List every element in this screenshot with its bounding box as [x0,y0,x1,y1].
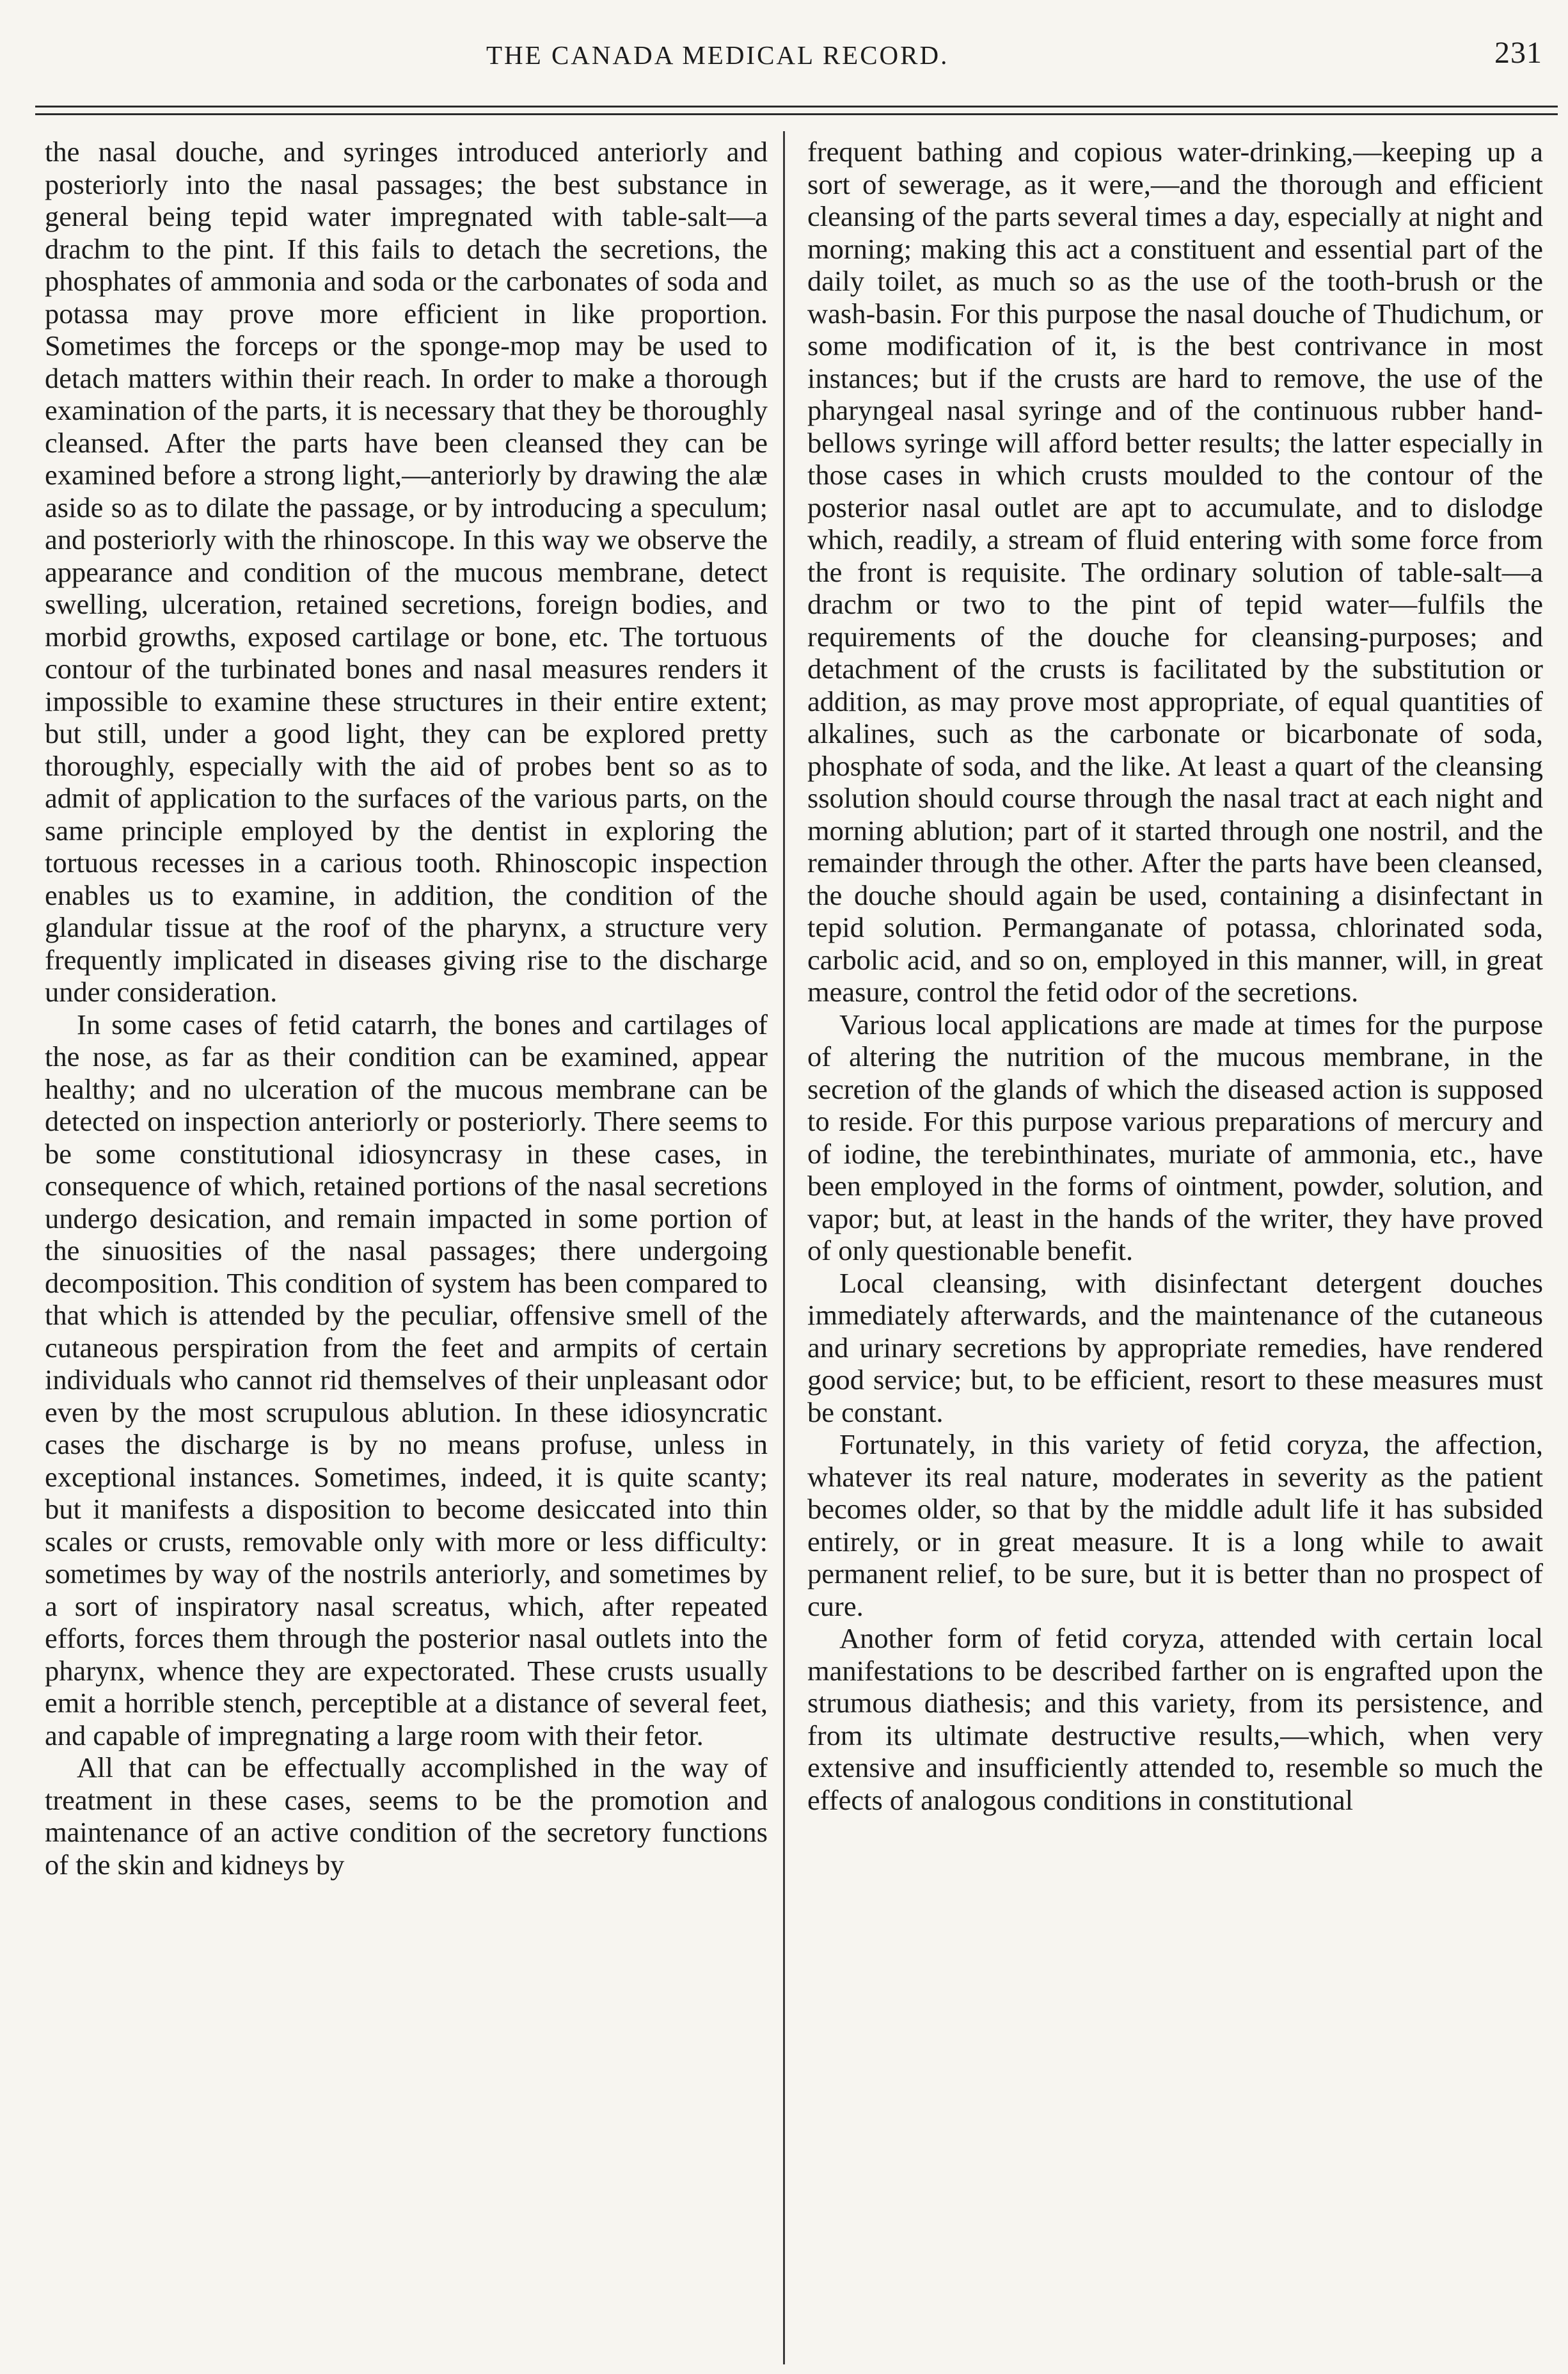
right-paragraph-1: frequent bathing and copious water-drinking,—keeping up a sort of sewerage, as it were,—and the thorough and efficient cleansing of the parts several times a day, especially at night and morning; making this act a constituent and essential part of the daily toilet, as much so as the use of the tooth-brush or the wash-basin. For this purpose the nasal douche of Thudichum, or some modification of it, is the best contrivance in most instances; but if the crusts are hard to remove, the use of the pharyngeal nasal syringe and of the continuous rubber hand-bellows syringe will afford better results; the latter especially in those cases in which crusts moulded to the contour of the posterior nasal outlet are apt to accumulate, and to dislodge which, readily, a stream of fluid entering with some force from the front is requisite. The ordinary solution of table-salt—a drachm or two to the pint of tepid water—fulfils the requirements of the douche for cleansing-purposes; and detachment of the crusts is facilitated by the substitution or addition, as may prove most appropriate, of equal quantities of alkalines, such as the carbonate or bicarbonate of soda, phosphate of soda, and the like. At least a quart of the cleansing ssolution should course through the nasal tract at each night and morning ablution; part of it started through one nostril, and the remainder through the other. After the parts have been cleansed, the douche should again be used, containing a disinfectant in tepid solution. Permanganate of potassa, chlorinated soda, carbolic acid, and so on, employed in this manner, will, in great measure, control the fetid odor of the secretions. [807,136,1543,1008]
column-divider [783,131,785,2364]
right-paragraph-2: Various local applications are made at times for the purpose of altering the nutrition of the mucous membrane, in the secretion of the glands of which the diseased action is supposed to reside. For this purpose various preparations of mercury and of iodine, the terebinthinates, muriate of ammonia, etc., have been employed in the forms of ointment, powder, solution, and vapor; but, at least in the hands of the writer, they have proved of only questionable benefit. [807,1008,1543,1266]
right-column [807,136,1543,1816]
right-paragraph-5: Another form of fetid coryza, attended with certain local manifestations to be described farther on is engrafted upon the strumous diathesis; and this variety, from its persistence, and from its ultimate destructive results,—which, when very extensive and insufficiently attended to, resemble so much the effects of analogous conditions in constitutional [807,1622,1543,1816]
page-header [0,0,1568,96]
header-rule-bottom [35,113,1558,115]
left-paragraph-1: the nasal douche, and syringes introduced anteriorly and posteriorly into the nasal passages; the best substance in general being tepid water impregnated with table-salt—a drachm to the pint. If this fails to detach the secretions, the phosphates of ammonia and soda or the carbonates of soda and potassa may prove more efficient in like proportion. Sometimes the forceps or the sponge-mop may be used to detach matters within their reach. In order to make a thorough examination of the parts, it is necessary that they be thoroughly cleansed. After the parts have been cleansed they can be examined before a strong light,—anteriorly by drawing the alæ aside so as to dilate the passage, or by introducing a speculum; and posteriorly with the rhinoscope. In this way we observe the appearance and condition of the mucous membrane, detect swelling, ulceration, retained secretions, foreign bodies, and morbid growths, exposed cartilage or bone, etc. The tortuous contour of the turbinated bones and nasal measures renders it impossible to examine these structures in their entire extent; but still, under a good light, they can be explored pretty thoroughly, especially with the aid of probes bent so as to admit of application to the surfaces of the various parts, on the same principle employed by the dentist in exploring the tortuous recesses in a carious tooth. Rhinoscopic inspection enables us to examine, in addition, the condition of the glandular tissue at the roof of the pharynx, a structure very frequently implicated in diseases giving rise to the discharge under consideration. [45,136,768,1008]
header-rule-top [35,106,1558,108]
right-paragraph-4: Fortunately, in this variety of fetid coryza, the affection, whatever its real nature, moderates in severity as the patient becomes older, so that by the middle adult life it has subsided entirely, or in great measure. It is a long while to await permanent relief, to be sure, but it is better than no prospect of cure. [807,1428,1543,1622]
page-number: 231 [1494,36,1542,70]
left-paragraph-3: All that can be effectually accomplished in the way of treatment in these cases, seems to be the promotion and maintenance of an active condition of the secretory functions of the skin and kidneys by [45,1751,768,1881]
left-paragraph-2: In some cases of fetid catarrh, the bones and cartilages of the nose, as far as their condition can be examined, appear healthy; and no ulceration of the mucous membrane can be detected on inspection anteriorly or posteriorly. There seems to be some constitutional idiosyncrasy in these cases, in consequence of which, retained portions of the nasal secretions undergo desication, and remain impacted in some portion of the sinuosities of the nasal passages; there undergoing decomposition. This condition of system has been compared to that which is attended by the peculiar, offensive smell of the cutaneous perspiration from the feet and armpits of certain individuals who cannot rid themselves of their unpleasant odor even by the most scrupulous ablution. In these idiosyncratic cases the discharge is by no means profuse, unless in exceptional instances. Sometimes, indeed, it is quite scanty; but it manifests a disposition to become desiccated into thin scales or crusts, removable only with more or less difficulty: sometimes by way of the nostrils anteriorly, and sometimes by a sort of inspiratory nasal screatus, which, after repeated efforts, forces them through the posterior nasal outlets into the pharynx, whence they are expectorated. These crusts usually emit a horrible stench, perceptible at a distance of several feet, and capable of impregnating a large room with their fetor. [45,1008,768,1751]
right-paragraph-3: Local cleansing, with disinfectant detergent douches immediately afterwards, and the maintenance of the cutaneous and urinary secretions by appropriate remedies, have rendered good service; but, to be efficient, resort to these measures must be constant. [807,1266,1543,1428]
left-column [45,136,768,1881]
running-title: THE CANADA MEDICAL RECORD. [486,40,949,70]
